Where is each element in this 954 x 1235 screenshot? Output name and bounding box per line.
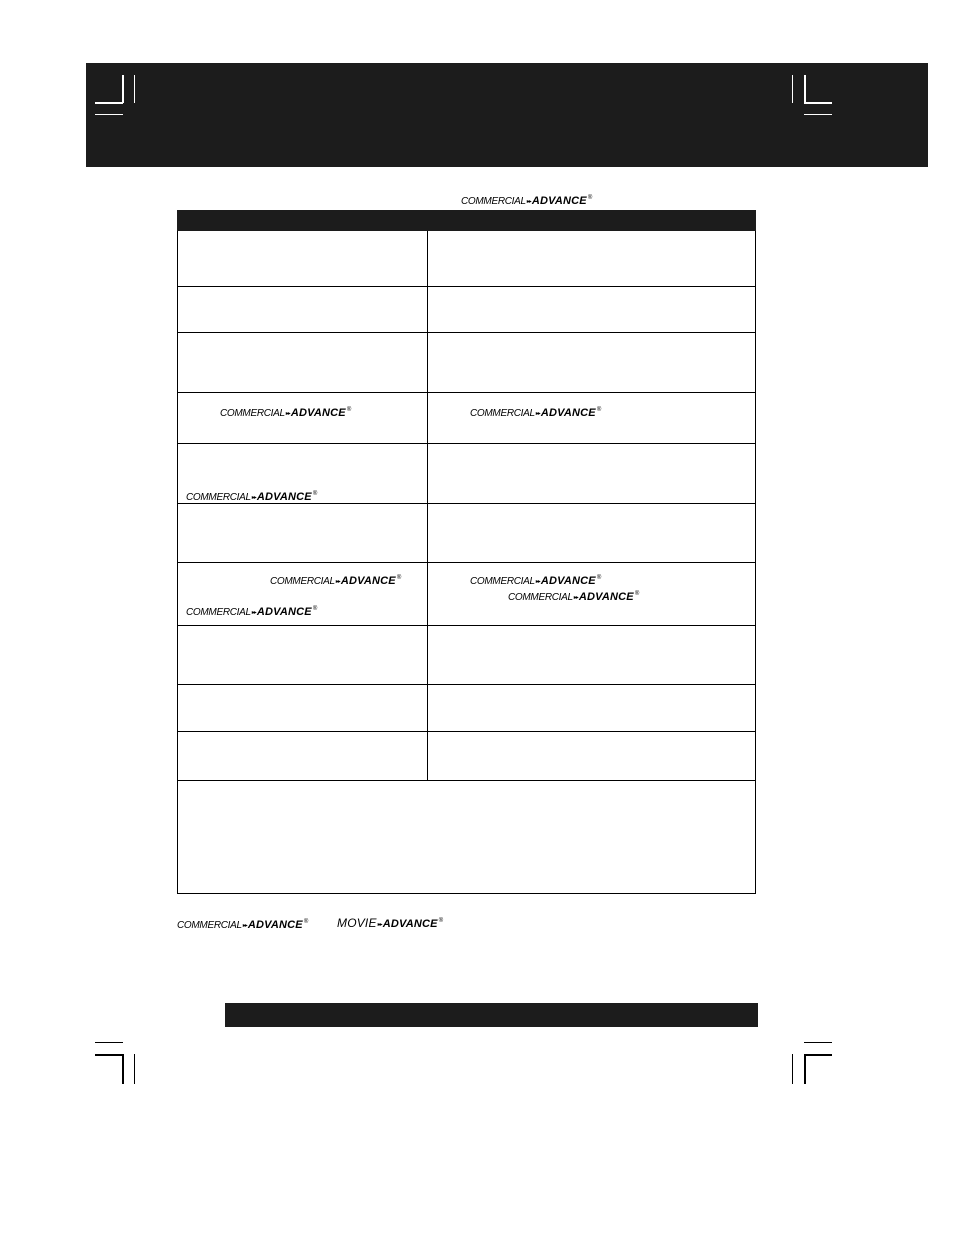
table-row-divider xyxy=(177,562,756,563)
commercial-advance-logo: COMMERCIAL▸▸ADVANCE® xyxy=(186,606,318,618)
crop-mark-bottom-right xyxy=(804,1054,832,1056)
troubleshooting-table xyxy=(177,210,756,894)
commercial-advance-logo: COMMERCIAL▸▸ADVANCE® xyxy=(470,575,602,587)
commercial-advance-logo: COMMERCIAL▸▸ADVANCE® xyxy=(461,195,593,207)
table-header-bar xyxy=(177,210,756,231)
commercial-advance-logo: COMMERCIAL▸▸ADVANCE® xyxy=(270,575,402,587)
crop-mark-bottom-left xyxy=(134,1054,135,1084)
crop-mark-top-left xyxy=(95,114,123,115)
table-row-divider xyxy=(177,625,756,626)
crop-mark-bottom-right xyxy=(792,1054,793,1084)
crop-mark-top-right xyxy=(804,75,806,103)
commercial-advance-logo: COMMERCIAL▸▸ADVANCE® xyxy=(220,407,352,419)
crop-mark-bottom-right xyxy=(804,1042,832,1043)
crop-mark-bottom-left xyxy=(95,1054,123,1056)
crop-mark-top-left xyxy=(134,75,135,103)
table-row-divider xyxy=(177,684,756,685)
header-band xyxy=(86,63,928,167)
crop-mark-bottom-right xyxy=(804,1054,806,1084)
commercial-advance-logo: COMMERCIAL▸▸ADVANCE® xyxy=(470,407,602,419)
crop-mark-top-left xyxy=(95,102,123,104)
movie-advance-logo: MOVIE▸▸ADVANCE® xyxy=(337,916,444,930)
table-column-divider xyxy=(427,231,428,780)
commercial-advance-logo: COMMERCIAL▸▸ADVANCE® xyxy=(508,591,640,603)
table-row-divider xyxy=(177,731,756,732)
crop-mark-top-right xyxy=(804,114,832,115)
commercial-advance-logo: COMMERCIAL▸▸ADVANCE® xyxy=(177,919,309,931)
table-row-divider xyxy=(177,780,756,781)
commercial-advance-logo: COMMERCIAL▸▸ADVANCE® xyxy=(186,491,318,503)
crop-mark-top-right xyxy=(792,75,793,103)
table-row-divider xyxy=(177,392,756,393)
crop-mark-top-left xyxy=(122,75,124,103)
table-row-divider xyxy=(177,332,756,333)
table-row-divider xyxy=(177,286,756,287)
table-row-divider xyxy=(177,443,756,444)
crop-mark-top-right xyxy=(804,102,832,104)
crop-mark-bottom-left xyxy=(95,1042,123,1043)
footer-band xyxy=(225,1003,758,1027)
crop-mark-bottom-left xyxy=(122,1054,124,1084)
